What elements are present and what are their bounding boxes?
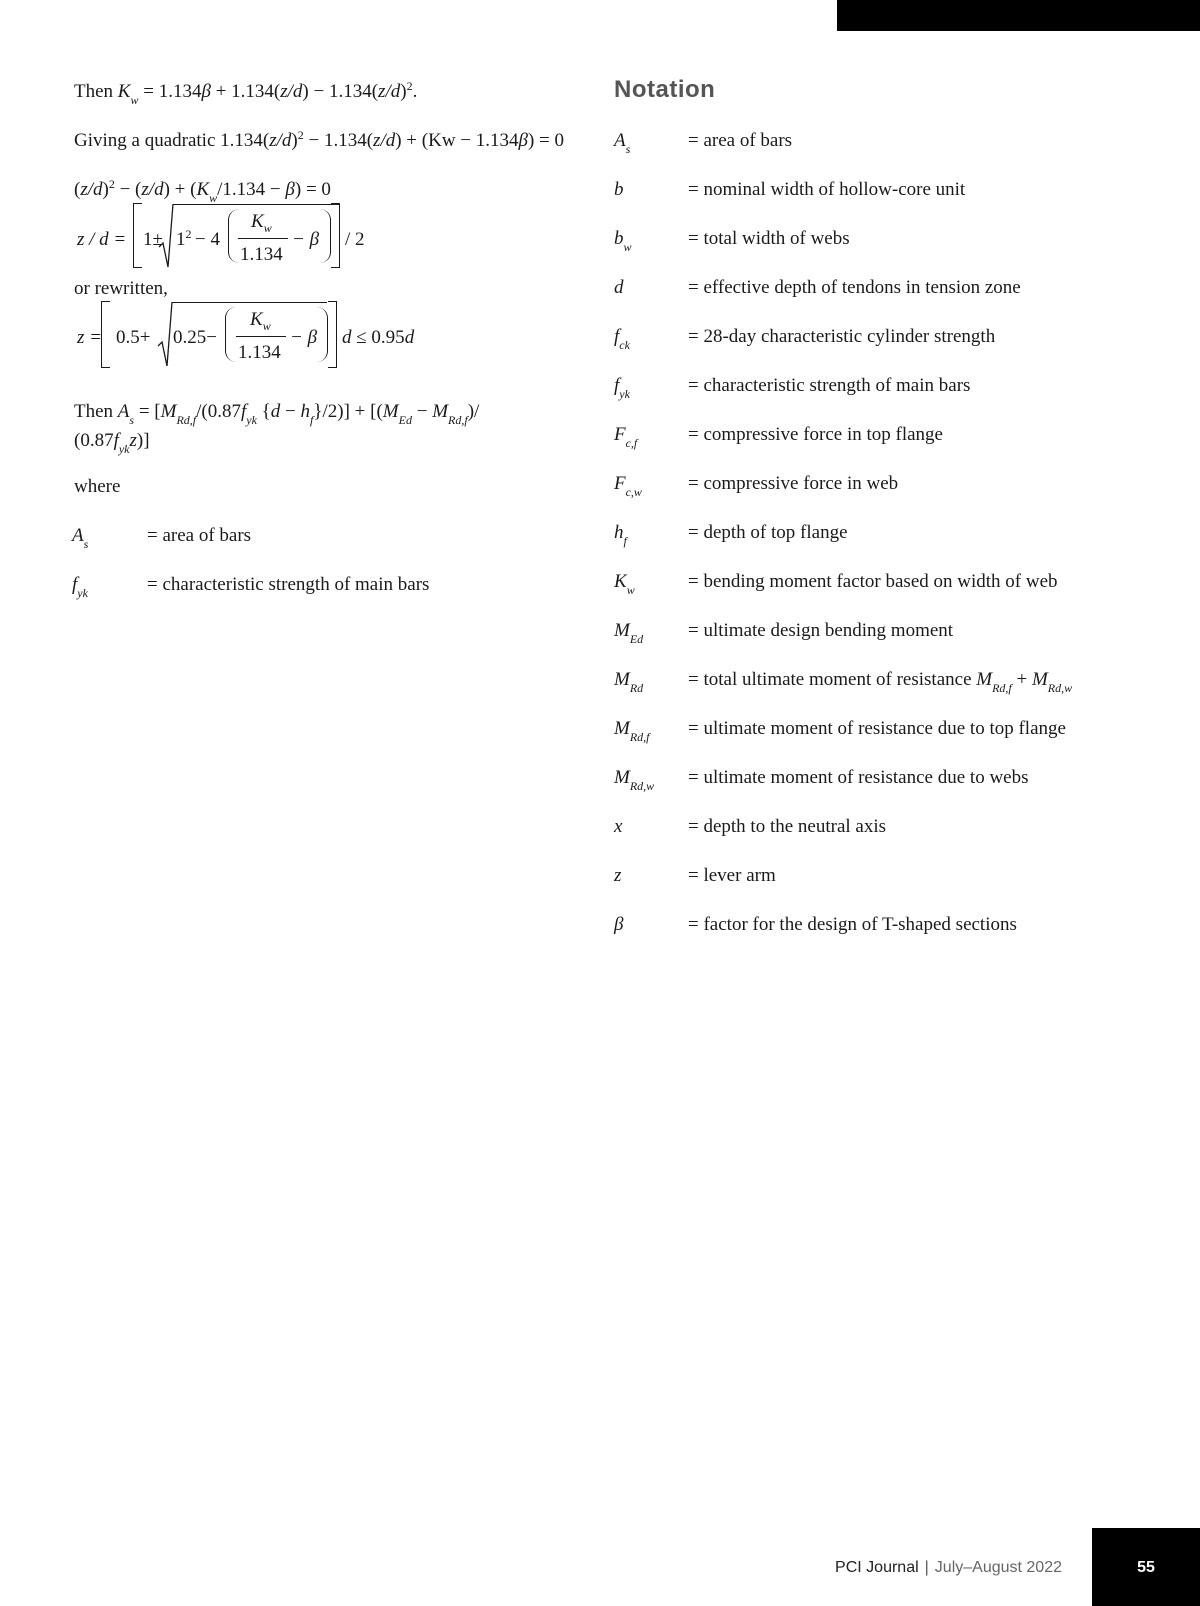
notation-heading: Notation [614,76,716,103]
notation-row [614,180,1174,210]
page-footer [835,1559,1062,1577]
notation-symbol: $A_s$ [614,130,631,156]
notation-row [614,376,1174,406]
notation-symbol: x [614,816,623,837]
formula1-minus-beta: − β [292,229,320,250]
formula2-sqrt-sign [157,301,173,368]
notation-definition: = effective depth of tendons in tension zone [688,277,1021,298]
notation-symbol: $f_{ck}$ [614,326,630,352]
notation-symbol: d [614,277,624,298]
quadratic-line: Giving a quadratic $1.134(z/d)^2 - 1.134(z/d) + (Kw - 1.134\beta) = 0$ [74,128,565,151]
notation-definition: = nominal width of hollow-core unit [688,179,966,200]
where-def-text: = characteristic strength of main bars [147,574,430,595]
notation-row [614,719,1174,749]
kw-equation-line: Then $K_w = 1.134\beta + 1.134(z/d) - 1.134(z/d)^2$. [74,79,418,107]
notation-row [614,229,1174,259]
notation-row [614,670,1174,700]
notation-row [614,474,1174,504]
header-black-bar [837,0,1200,31]
formula1-right-paren [320,209,331,263]
notation-definition: = depth of top flange [688,522,848,543]
formula1-left-bracket [133,203,142,268]
formula1-lhs: z / d = [77,229,127,250]
notation-symbol: b [614,179,624,200]
formula1-one-plus-minus: 1± [143,229,163,250]
where-text: where [74,476,121,497]
formula1-right-bracket [331,203,340,268]
formula1-sqrt-sign [158,203,174,269]
notation-row [614,915,1174,945]
or-rewritten-text: or rewritten, [74,278,168,299]
formula1-denominator: 1.134 [240,244,283,265]
formula1-left-paren [228,209,239,263]
notation-row [614,817,1174,847]
as-equation-line1: Then $A_s = [M_{Rd,f}/(0.87f_{yk}$ $\{d - h_f\}/2)] + [(M_{Ed} - M_{Rd,f})/$ [74,401,480,427]
notation-row [614,572,1174,602]
notation-symbol: $M_{Ed}$ [614,620,644,646]
notation-definition: = area of bars [688,130,793,151]
notation-symbol: $F_{c,w}$ [614,473,642,499]
formula1-sqrt-bar [173,204,339,205]
notation-row [614,621,1174,651]
formula2-numerator: $K_w$ [250,309,271,333]
notation-definition: = lever arm [688,865,776,886]
notation-symbol: $f_{yk}$ [614,375,630,401]
notation-row [614,278,1174,308]
formula2-tail: d ≤ 0.95d [342,327,415,348]
notation-row [614,131,1174,161]
normalized-quadratic-line: $(z/d)^2 - (z/d) + (K_w/1.134 - \beta) = 0$ [74,177,331,205]
notation-symbol: $M_{Rd,w}$ [614,767,655,793]
formula2-left-bracket [101,301,110,368]
formula1-fraction-bar [238,238,288,239]
page-number: 55 [1137,1559,1155,1576]
notation-row [614,866,1174,896]
notation-symbol: β [614,914,624,935]
issue-date: July–August 2022 [934,1559,1062,1576]
formula1-divide-two: / 2 [345,229,365,250]
where-def-text: = area of bars [147,525,252,546]
notation-definition: = ultimate moment of resistance due to webs [688,767,1029,788]
notation-definition: = characteristic strength of main bars [688,375,971,396]
notation-row [614,327,1174,357]
notation-definition: = total ultimate moment of resistance $M_{Rd,f} + M_{Rd,w}$ [688,669,1073,695]
journal-name: PCI Journal [835,1559,919,1576]
notation-definition: = compressive force in web [688,473,899,494]
notation-definition: = factor for the design of T-shaped sections [688,914,1017,935]
notation-symbol: $M_{Rd}$ [614,669,644,695]
formula1-minus-four: − 4 [195,229,220,250]
notation-row [614,523,1174,553]
notation-definition: = bending moment factor based on width of web [688,571,1058,592]
formula1-numerator: $K_w$ [251,211,272,235]
notation-definition: = total width of webs [688,228,850,249]
notation-symbol: $M_{Rd,f}$ [614,718,650,744]
footer-separator: | [924,1559,929,1576]
formula2-sqrt-bar [172,302,327,303]
notation-symbol: $F_{c,f}$ [614,424,638,450]
formula1-one-squared: $1^2$ [176,227,192,250]
formula2-left-paren [225,307,236,362]
notation-row [614,425,1174,455]
formula2-right-bracket [328,301,337,368]
notation-definition: = compressive force in top flange [688,424,943,445]
where-def-row: $A_s$ [72,525,89,551]
notation-row [614,768,1174,798]
notation-definition: = 28-day characteristic cylinder strength [688,326,996,347]
notation-symbol: z [614,865,622,886]
where-def-row: $f_{yk}$ [72,574,88,600]
formula2-lhs: z = [77,327,102,348]
notation-definition: = ultimate moment of resistance due to top flange [688,718,1066,739]
notation-symbol: $K_w$ [614,571,635,597]
formula2-right-paren [317,307,328,362]
notation-symbol: $b_w$ [614,228,632,254]
formula2-half: 0.5+ [116,327,151,348]
formula2-minus-beta: − β [290,327,318,348]
formula2-denominator: 1.134 [238,342,281,363]
page-number-box [1092,1528,1200,1606]
notation-definition: = ultimate design bending moment [688,620,954,641]
formula2-fraction-bar [236,336,286,337]
formula2-quarter: 0.25− [173,327,217,348]
as-equation-line2: $(0.87f_{yk}z)$] [74,430,150,456]
notation-definition: = depth to the neutral axis [688,816,887,837]
notation-symbol: $h_f$ [614,522,627,548]
